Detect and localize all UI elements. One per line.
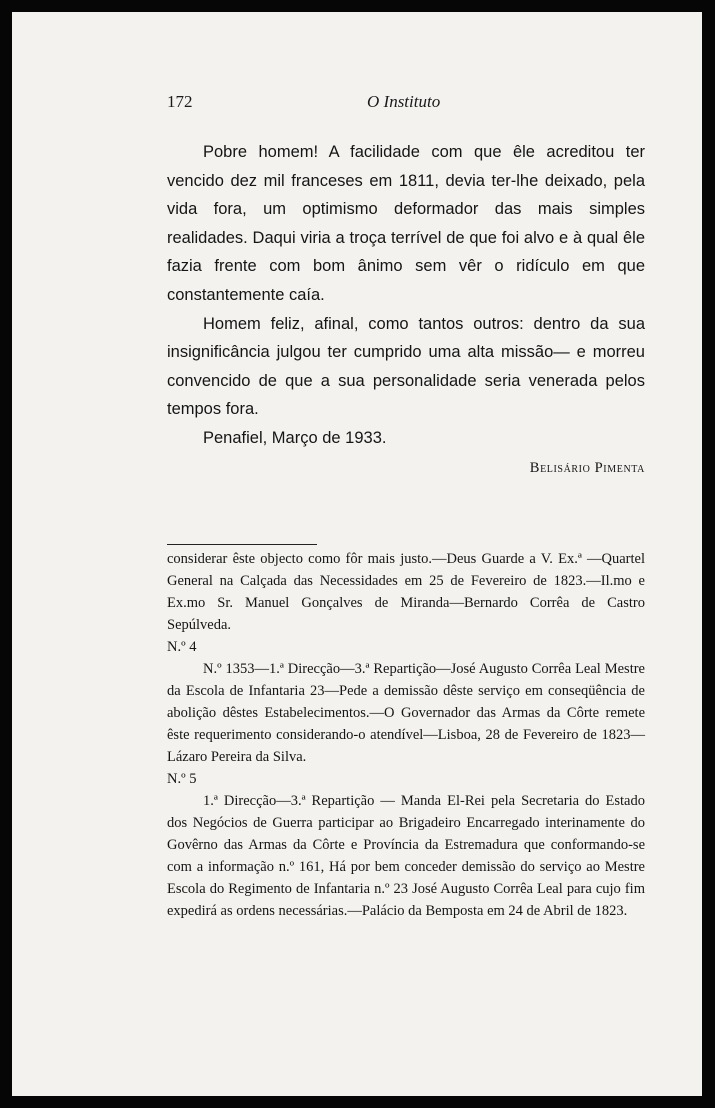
page-header <box>167 92 645 116</box>
footnote-continuation: considerar êste objecto como fôr mais justo.—Deus Guarde a V. Ex.ª —Quartel General na Calçada das Necessidades em 25 de Fevereiro de 1823.—Il.mo e Ex.mo Sr. Manuel Gonçalves de Miranda—Bernardo Corrêa de Castro Sepúlveda. <box>167 551 645 633</box>
paragraph-2: Homem feliz, afinal, como tantos outros: dentro da sua insignificância julgou ter cumprido uma alta missão— e morreu convencido de que a sua personalidade seria venerada pelos tempos fora. <box>167 314 645 419</box>
document-4-text: N.º 1353—1.ª Direcção—3.ª Repartição—José Augusto Corrêa Leal Mestre da Escola de Infantaria 23—Pede a demissão dêste serviço em conseqüência de abolição dêstes Estabelecimentos.—O Governador das Armas da Côrte remete êste requerimento considerando-o atendível—Lisboa, 28 de Fevereiro de 1823—Lázaro Pereira da Silva. <box>167 661 645 765</box>
footnotes <box>167 548 645 922</box>
document-5-title: N.º 5 <box>167 771 197 787</box>
book-page <box>12 12 702 1096</box>
place-date: Penafiel, Março de 1933. <box>203 428 387 447</box>
paragraph-1: Pobre homem! A facilidade com que êle acreditou ter vencido dez mil franceses em 1811, devia ter-lhe deixado, pela vida fora, um optimismo deformador das mais simples realidades. Daqui viria a troça terrível de que foi alvo e à qual êle fazia frente com bom ânimo sem vêr o ridículo em que constantemente caía. <box>167 143 645 304</box>
signature: Belisário Pimenta <box>529 460 645 476</box>
page-number: 172 <box>167 92 193 111</box>
footnote-divider <box>167 544 317 545</box>
main-text <box>167 138 645 453</box>
document-5-text: 1.ª Direcção—3.ª Repartição — Manda El-Rei pela Secretaria do Estado dos Negócios de Guerra participar ao Brigadeiro Encarregado interinamente do Govêrno das Armas da Côrte e Província da Estremadura que conformando-se com a informação n.º 161, Há por bem conceder demissão do serviço ao Mestre Escola do Regimento de Infantaria n.º 23 José Augusto Corrêa Leal para cujo fim expedirá as ordens necessárias.—Palácio da Bemposta em 24 de Abril de 1823. <box>167 793 645 919</box>
document-4-title: N.º 4 <box>167 639 197 655</box>
running-title: O Instituto <box>367 92 441 111</box>
